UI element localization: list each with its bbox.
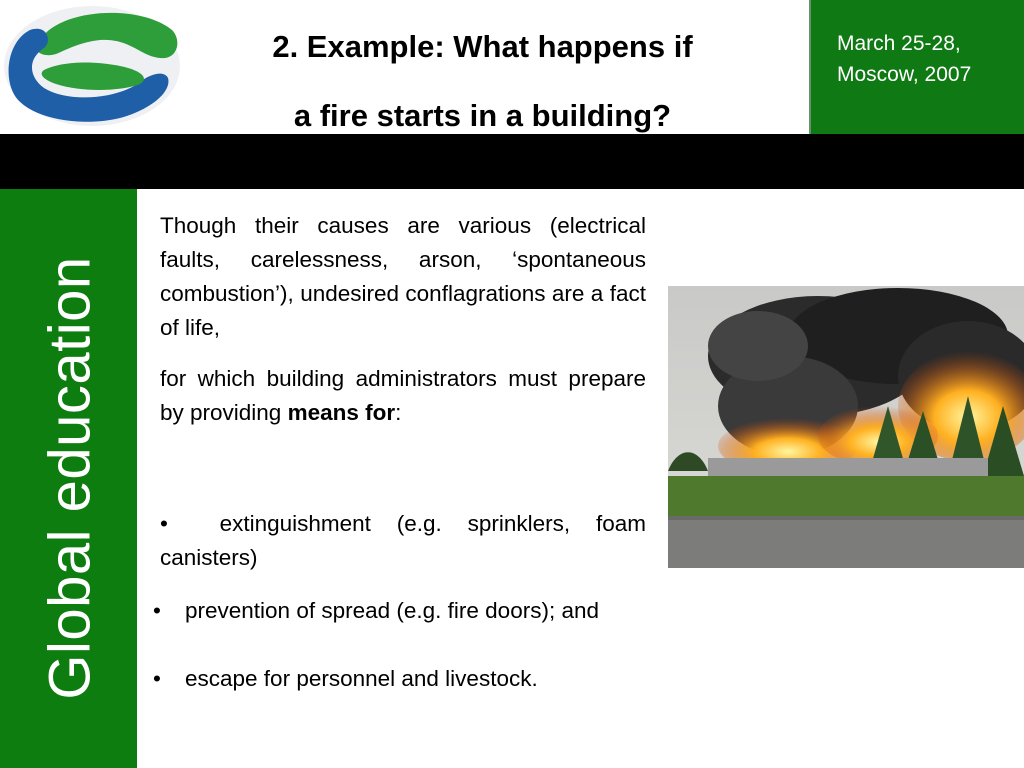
bullet-text: prevention of spread (e.g. fire doors); and	[185, 598, 599, 623]
title-line-1: 2. Example: What happens if	[272, 29, 693, 64]
bullet-text: extinguishment (e.g. sprinklers, foam canisters)	[160, 511, 646, 570]
paragraph-means-bold: means for	[287, 400, 396, 425]
header-black-bar	[0, 134, 1024, 189]
bullet-extinguishment	[160, 507, 646, 575]
bullet-symbol: •	[160, 511, 168, 536]
title-line-2: a fire starts in a building?	[293, 98, 672, 133]
slide-title	[190, 12, 775, 150]
sidebar-label: Global education	[37, 256, 103, 700]
fire-scene-illustration	[668, 286, 1024, 568]
paragraph-means	[160, 362, 646, 430]
paragraph-means-suffix: :	[395, 400, 402, 425]
paragraph-causes: Though their causes are various (electrical faults, carelessness, arson, ‘spontaneous combustion’), undesired conflagrations are a fact of life,	[160, 213, 646, 340]
date-line-1: March 25-28,	[837, 32, 961, 55]
bullet-prevention	[153, 594, 599, 628]
s-swirl-logo-icon	[0, 0, 185, 132]
paragraph-means-text: for which building administrators must prepare by providing	[160, 366, 646, 425]
date-line-2: Moscow, 2007	[837, 63, 972, 86]
bullet-symbol: •	[153, 598, 161, 623]
logo	[0, 0, 185, 132]
date-box	[811, 0, 1024, 134]
bullet-escape	[153, 662, 538, 696]
sidebar	[0, 189, 137, 768]
bullet-symbol: •	[153, 666, 161, 691]
building-fire-photo	[668, 286, 1024, 568]
bullet-text: escape for personnel and livestock.	[185, 666, 538, 691]
